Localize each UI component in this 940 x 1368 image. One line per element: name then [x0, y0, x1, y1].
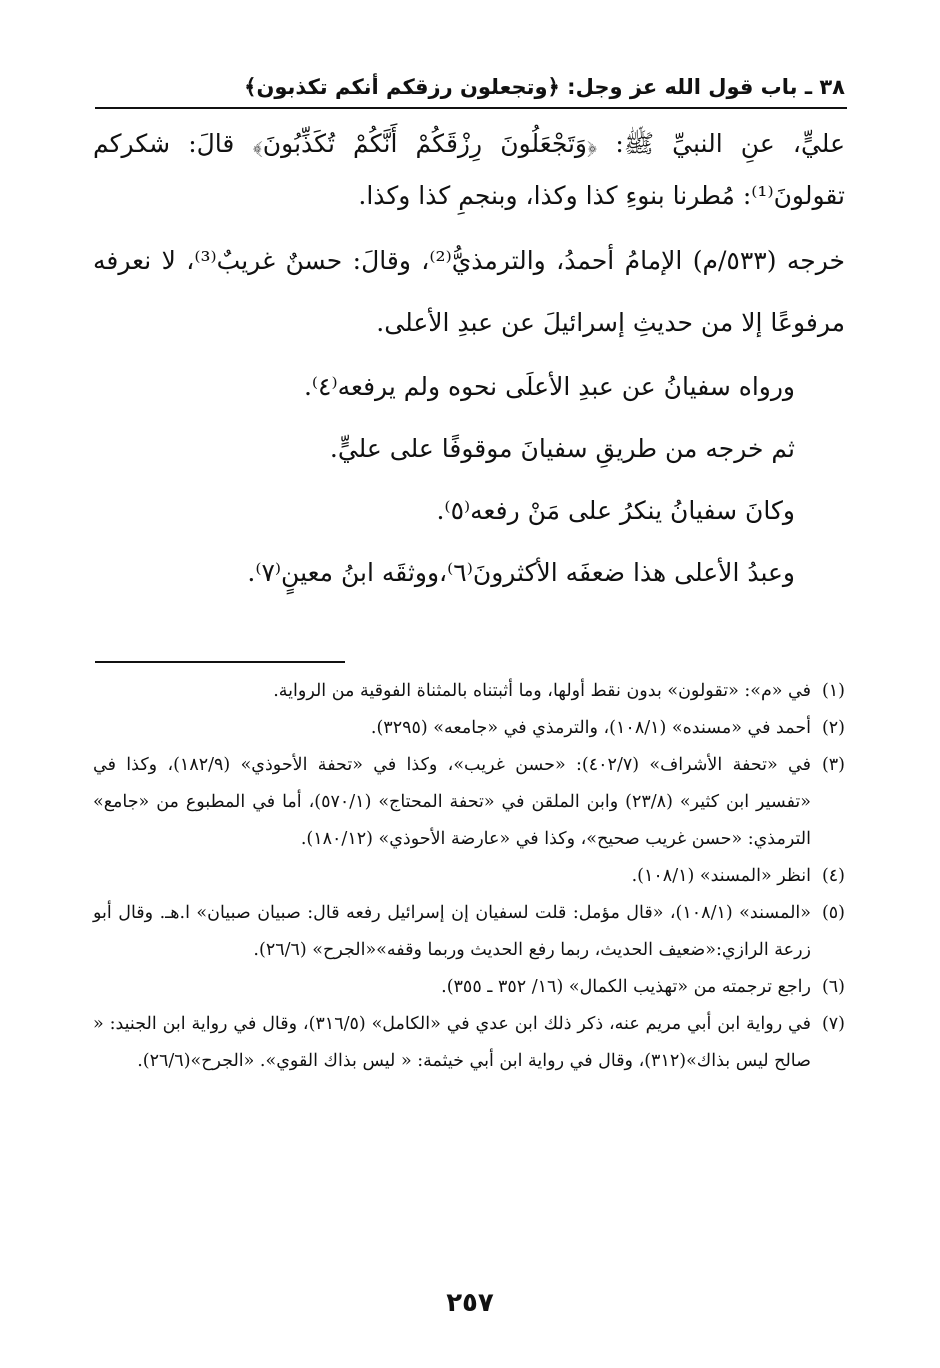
footnotes [93, 673, 845, 1080]
page-number: ٢٥٧ [446, 1288, 494, 1318]
main-text [93, 118, 845, 604]
paragraph-sufyan-objection: وكانَ سفيانُ ينكرُ على مَنْ رفعه⁽٥⁾. [436, 496, 795, 525]
footnote-number: (٥) [821, 903, 845, 923]
footnote-text: أحمد في «مسنده» (١٠٨/١)، والترمذي في «جامعه» (٣٢٩٥). [370, 718, 811, 738]
footnote-4 [93, 858, 845, 895]
running-head: ٣٨ ـ باب قول الله عز وجل: ﴿وتجعلون رزقكم أنكم تكذبون﴾ [244, 75, 845, 99]
footnote-5 [93, 895, 845, 969]
paragraph-sufyan-narration: ورواه سفيانُ عن عبدِ الأعلَى نحوه ولم يرفعه⁽٤⁾. [303, 372, 795, 401]
footnote-number: (١) [821, 681, 845, 701]
footnote-separator [95, 661, 345, 663]
footnote-6 [93, 969, 845, 1006]
footnote-number: (٦) [821, 977, 845, 997]
paragraph-mawquf: ثم خرجه من طريقِ سفيانَ موقوفًا على عليٍّ. [329, 434, 795, 463]
paragraph-takhrij: خرجه (٥٣٣/م) الإمامُ أحمدُ، والترمذيُّ⁽²⁾، وقالَ: حسنٌ غريبٌ⁽³⁾، لا نعرفه مرفوعًا إلا من حديثِ إسرائيلَ عن عبدِ الأعلى. [93, 246, 846, 337]
footnote-text: في «تحفة الأشراف» (٤٠٢/٧): «حسن غريب»، وكذا في «تحفة الأحوذي» (١٨٢/٩)، وكذا في «تفسير ابن كثير» (٢٣/٨) وابن الملقن في «تحفة المحتاج» (٥٧٠/١)، أما في المطبوع من «جامع» الترمذي: «حسن غريب صحيح»، وكذا في «عارضة الأحوذي» (١٨٠/١٢). [93, 755, 811, 849]
footnote-text: في «م»: «تقولون» بدون نقط أولها، وما أثبتناه بالمثناة الفوقية من الرواية. [273, 681, 811, 701]
footnote-text: «المسند» (١٠٨/١)، «قال مؤمل: قلت لسفيان إن إسرائيل رفعه قال: صبيان صبيان» ا.هـ. وقال أبو زرعة الرازي:«ضعيف الحديث، ربما رفع الحديث وربما وقفه»«الجرح» (٢٦/٦). [93, 903, 811, 960]
footnote-number: (٤) [821, 866, 845, 886]
footnote-2 [93, 710, 845, 747]
footnote-text: راجع ترجمته من «تهذيب الكمال» (١٦/ ٣٥٢ ـ ٣٥٥). [441, 977, 811, 997]
paragraph-hadith: عليٍّ، عنِ النبيِّ ﷺ: ﴿وَتَجْعَلُونَ رِزْقَكُمْ أَنَّكُمْ تُكَذِّبُونَ﴾ قالَ: شكركم تقولونَ⁽¹⁾: مُطرنا بنوءِ كذا وكذا، وبنجمِ كذا وكذا. [93, 129, 845, 210]
footnote-3 [93, 747, 845, 858]
header-rule [95, 107, 847, 109]
footnote-text: في رواية ابن أبي مريم عنه، ذكر ذلك ابن عدي في «الكامل» (٣١٦/٥)، وقال في رواية ابن الجنيد: « صالح ليس بذاك»(٣١٢)، وقال في رواية ابن أبي خيثمة: « ليس بذاك القوي». «الجرح»(٢٦/٦). [93, 1014, 811, 1071]
paragraph-abdulala-grading: وعبدُ الأعلى هذا ضعفَه الأكثرونَ⁽٦⁾،ووثقَه ابنُ معينٍ⁽٧⁾. [247, 558, 795, 587]
footnote-number: (٣) [821, 755, 845, 775]
footnote-text: انظر «المسند» (١٠٨/١). [631, 866, 811, 886]
footnote-number: (٢) [821, 718, 845, 738]
footnote-1 [93, 673, 845, 710]
footnote-number: (٧) [821, 1014, 845, 1034]
footnote-7 [93, 1006, 845, 1080]
